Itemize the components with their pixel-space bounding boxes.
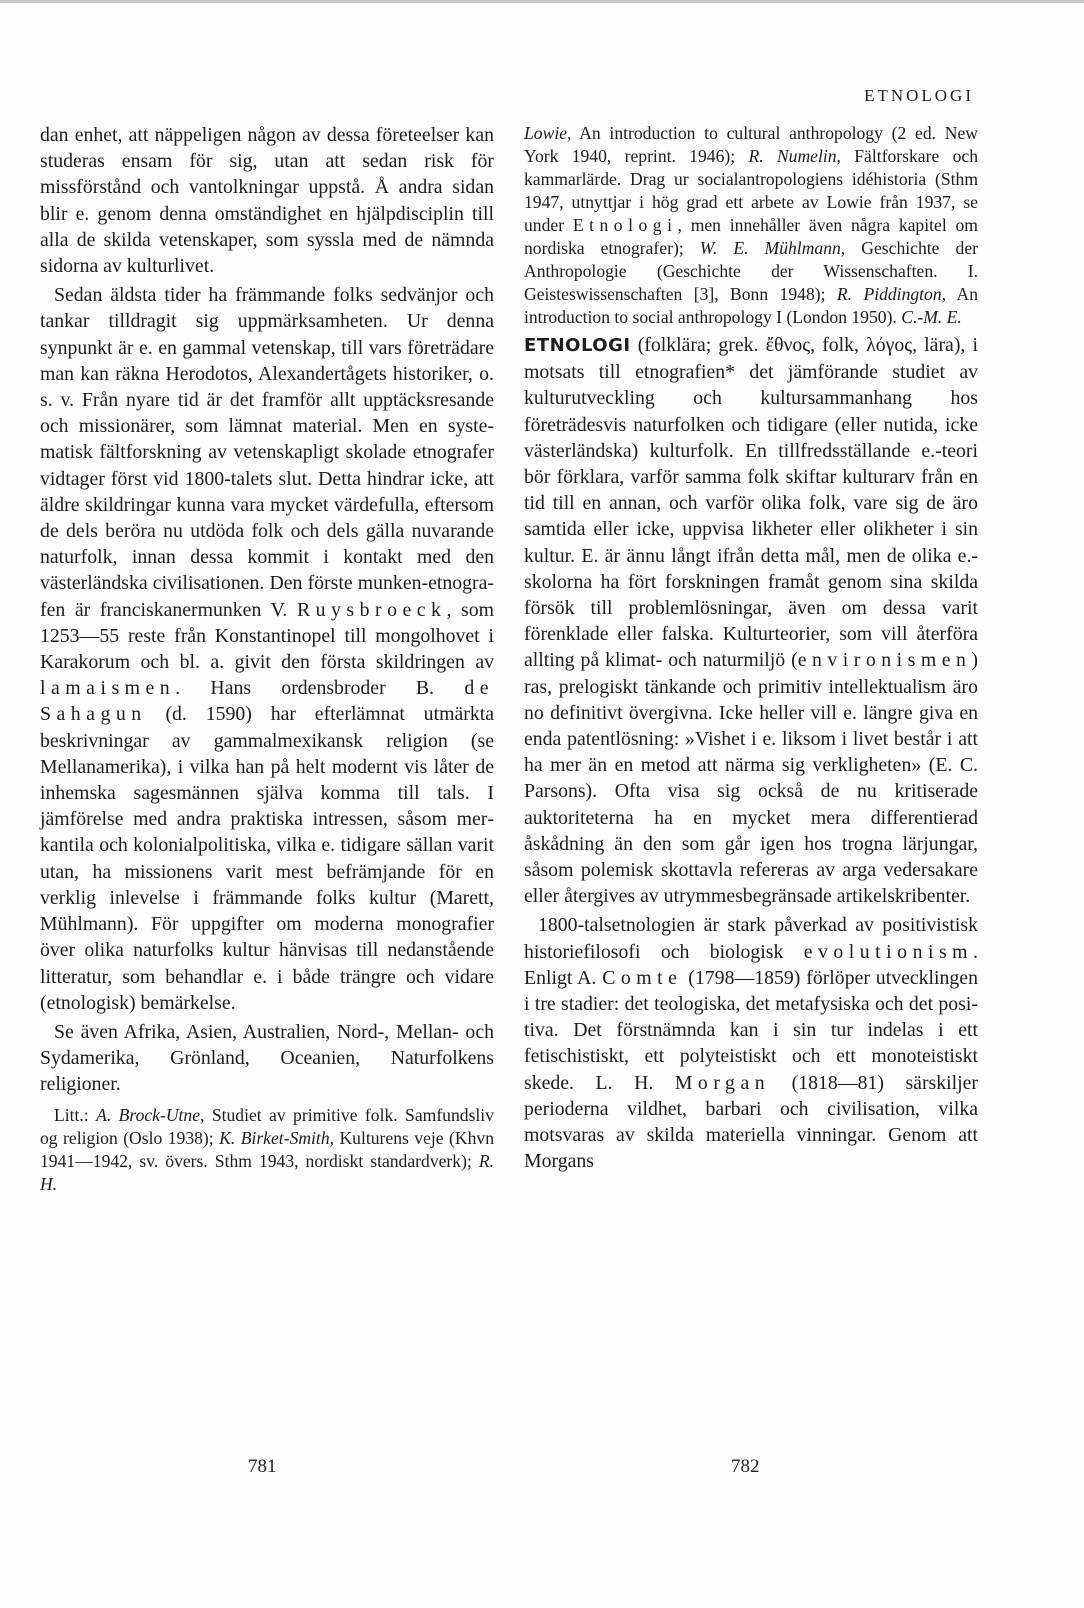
right-column [524,122,978,1175]
author-signature: C.-M. E. [901,307,962,327]
paragraph: Sedan äldsta tider ha främmande folks sedvänjor och tankar tilldragit sig uppmärksamheten. Ur denna synpunkt är e. en gammal vetenskap, till vars företrädare man kan räkna Herodotos, Alexandertågets historiker, o. s. v. Från nyare tid är det framför allt upptäcksresande och missionärer, som lämnat material. Men en systematisk fältforskning av vetenskapligt skolade etnografer vidtager först vid 1800-talets slut. Detta hindrar icke, att äldre skildringar kunna vara mycket värdefulla, eftersom de dels beröra nu utdöda folk och dels gälla nuvarande naturfolk, innan dessa kommit i kontakt med den västerländska civilisationen. Den förste munken-etnografen är franciskanermunken V. Ruysbroeck, som 1253—55 reste från Konstantinopel till mongolhovet i Karakorum och bl. a. givit den första skildringen av lamaismen. Hans ordensbroder B. de Sahagun (d. 1590) har efterlämnat utmärkta beskrivningar av gammalmexikansk religion (se Mellanamerika), i vilka han på helt modernt vis låter de inhemska sagesmännen själva komma till tals. I jämförelse med andra praktiska intressen, såsom merkantila och kolonialpolitiska, vilka e. tidigare sällan varit utan, ha missionens varit mest befrämjande för en verklig inlevelse i främmande folks kultur (Marett, Mühlmann). För uppgifter om moderna monografier över olika naturfolks kultur hänvisas till nedanstående litteratur, som behandlar e. i både trängre och vidare (etnologisk) bemärkelse. [40,284,494,1014]
spaced-name: Ruysbroeck [296,598,447,621]
entry-etnologi: ETNOLOGI (folklära; grek. ἔθνος, folk, λόγος, lära), i motsats till etnografien* det jämförande studiet av kulturutveckling och kultursammanhang hos företrädesvis naturfolken och tidigare (eller nutida, icke västerländska) kulturfolk. En tillfredsställande e.-teori bör förklara, varför samma folk skiftar kulturarv från en tid till en annan, och varför olika folk, vare sig de äro samtida eller icke, uppvisa likheter eller olikheter i sin kultur. E. är ännu långt ifrån detta mål, men de olika e.-skolorna ha fört forskningen framåt genom sina skilda försök till problemlösningar, även om dessa varit förenklade eller falska. Kulturteorier, som vill återföra allting på klimat- och naturmiljö (environismen) ras, prelogiskt tänkande och primitiv intellektualism äro no definitivt övergivna. Icke heller vill e. längre giva en enda patentlösning: »Vishet i e. liksom i livet består i att ha mer än en metod att närma sig verkligheten» (E. C. Parsons). Ofta visa sig också de nu kritiserade auktoriteterna ha en mycket mera differentierad åskådning än den som går igen hos trogna lärjungar, såsom polemisk skottavla refereras av arga vedersakare eller återgives av utrymmesbegränsade artikelskribenter. [524,334,978,908]
scan-edge [0,0,1084,3]
left-column [40,122,494,1196]
spaced-term: lamaismen [40,677,176,700]
bibliography: Litt.: A. Brock-Utne, Studiet av primitive folk. Samfundsliv og religion (Oslo 1938); K. Birket-Smith, Kulturens veje (Khvn 1941—1942, sv. övers. Sthm 1943, nordiskt standardverk); R. H. [40,1104,495,1194]
paragraph: 1800-talsetnologien är stark påverkad av positivistisk historiefilosofi och biologisk evolutionism. Enligt A. Comte (1798—1859) förlöper utvecklingen i tre stadier: det teologiska, det metafysiska och det positiva. Det förstnämnda kan i sin tur indelas i ett fetischistiskt, ett polyteistiskt och ett monoteistiskt skede. L. H. Morgan (1818—81) särskiljer perioderna vildhet, barbari och civilisation, vilka motsvaras av skilda materiella vinningar. Genom att Morgans [524,914,978,1173]
spaced-name: de Sahagun [40,677,494,726]
entry-headword: ETNOLOGI [524,335,631,356]
bibliography-continued: Lowie, An introduction to cultural anthropology (2 ed. New York 1940, reprint. 1946); R. Numelin, Fältforskare och kammarlärde. Drag ur socialantropologiens idéhistoria (Sthm 1947, utnyttjar i hög grad ett arbete av Lowie från 1937, se under Etnologi, men innehåller även några kapitel om nordiska etnografer); W. E. Mühlmann, Geschichte der Anthropologie (Geschichte der Wissenschaften. I. Geisteswissenschaften [3], Bonn 1948); R. Piddington, An introduction to social anthropology I (London 1950). C.-M. E. [524,123,979,327]
running-head: ETNOLOGI [864,86,974,105]
page-number-right: 782 [731,1456,760,1477]
see-also-paragraph: Se även Afrika, Asien, Australien, Nord-, Mellan- och Sydamerika, Grönland, Oceanien, Naturfolkens religioner. [40,1020,494,1096]
paragraph: dan enhet, att näppeligen någon av dessa företeelser kan studeras ensam för sig, utan att sedan risk för missförstånd och vantolkningar uppstå. Å andra sidan blir e. genom denna omständighet en hjälpdisciplin till alla de skilda vetenskaper, som syssla med de nämnda sidorna av kulturlivet. [40,124,494,278]
page-number-left: 781 [248,1456,277,1477]
